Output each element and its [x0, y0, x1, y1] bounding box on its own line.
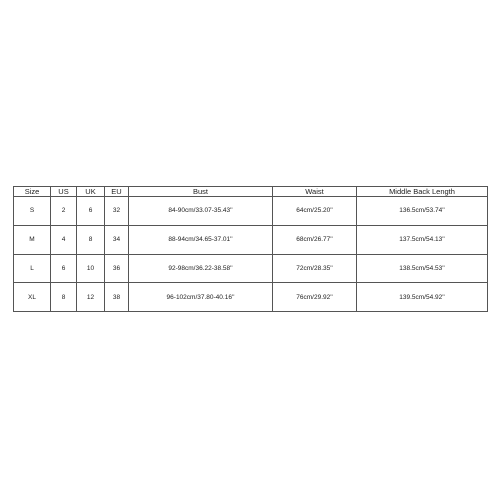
- header-us: US: [51, 187, 77, 197]
- cell-middle-back-length: 138.5cm/54.53'': [357, 254, 488, 283]
- size-chart-table: [13, 186, 488, 312]
- cell-size: S: [14, 197, 51, 226]
- cell-size: XL: [14, 283, 51, 312]
- cell-size: M: [14, 225, 51, 254]
- table-header-row: [14, 187, 488, 197]
- cell-eu: 36: [105, 254, 129, 283]
- cell-uk: 10: [77, 254, 105, 283]
- cell-middle-back-length: 137.5cm/54.13'': [357, 225, 488, 254]
- cell-eu: 32: [105, 197, 129, 226]
- header-middle-back-length: Middle Back Length: [357, 187, 488, 197]
- cell-middle-back-length: 136.5cm/53.74'': [357, 197, 488, 226]
- cell-waist: 64cm/25.20'': [273, 197, 357, 226]
- table-row: [14, 225, 488, 254]
- table-row: [14, 283, 488, 312]
- cell-uk: 6: [77, 197, 105, 226]
- cell-bust: 96-102cm/37.80-40.16'': [129, 283, 273, 312]
- cell-bust: 92-98cm/36.22-38.58'': [129, 254, 273, 283]
- cell-us: 4: [51, 225, 77, 254]
- cell-us: 8: [51, 283, 77, 312]
- cell-bust: 84-90cm/33.07-35.43'': [129, 197, 273, 226]
- cell-size: L: [14, 254, 51, 283]
- cell-us: 2: [51, 197, 77, 226]
- header-size: Size: [14, 187, 51, 197]
- cell-bust: 88-94cm/34.65-37.01'': [129, 225, 273, 254]
- cell-uk: 12: [77, 283, 105, 312]
- header-eu: EU: [105, 187, 129, 197]
- cell-eu: 34: [105, 225, 129, 254]
- table-row: [14, 254, 488, 283]
- cell-eu: 38: [105, 283, 129, 312]
- table-row: [14, 197, 488, 226]
- cell-middle-back-length: 139.5cm/54.92'': [357, 283, 488, 312]
- header-uk: UK: [77, 187, 105, 197]
- header-bust: Bust: [129, 187, 273, 197]
- cell-waist: 72cm/28.35'': [273, 254, 357, 283]
- cell-waist: 68cm/26.77'': [273, 225, 357, 254]
- header-waist: Waist: [273, 187, 357, 197]
- cell-uk: 8: [77, 225, 105, 254]
- cell-us: 6: [51, 254, 77, 283]
- cell-waist: 76cm/29.92'': [273, 283, 357, 312]
